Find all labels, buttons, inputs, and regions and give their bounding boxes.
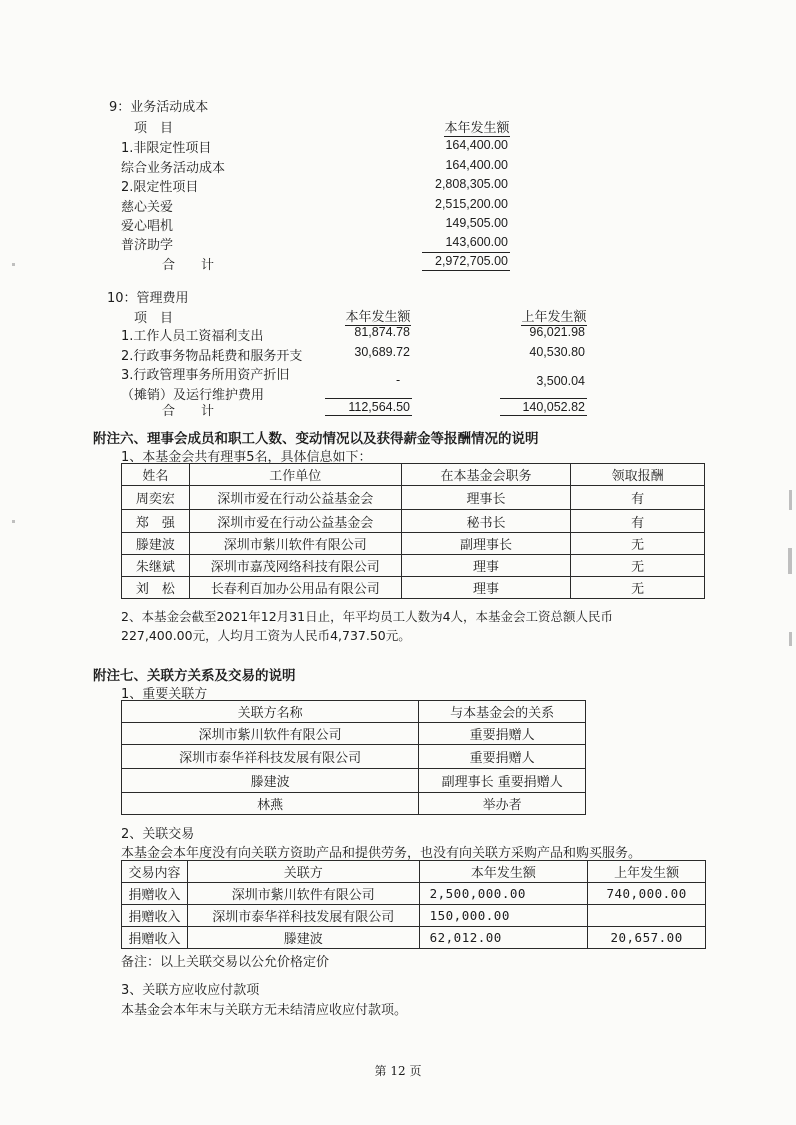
tx-header-cell: 上年发生额 <box>588 861 706 883</box>
sec10-total-rule <box>325 398 412 399</box>
board-cell: 深圳市紫川软件有限公司 <box>189 533 401 555</box>
board-cell: 深圳市嘉茂网络科技有限公司 <box>189 555 401 577</box>
tx-cell: 深圳市泰华祥科技发展有限公司 <box>187 905 419 927</box>
transactions-table <box>121 860 706 949</box>
tx-cell: 740,000.00 <box>588 883 706 905</box>
rp-header-cell: 关联方名称 <box>122 701 419 723</box>
table-row <box>122 723 586 745</box>
table-row <box>122 745 586 769</box>
rp-cell: 滕建波 <box>122 769 419 793</box>
rp-cell: 重要捐赠人 <box>419 723 586 745</box>
related-party-header <box>122 701 586 723</box>
board-cell: 无 <box>571 533 705 555</box>
sec10-total-underline <box>500 415 587 416</box>
board-cell: 滕建波 <box>122 533 190 555</box>
board-cell: 无 <box>571 555 705 577</box>
sec10-total-label: 合 计 <box>162 404 215 419</box>
board-cell: 理事长 <box>401 486 571 510</box>
sec10-row-current: 30,689.72 <box>354 345 410 359</box>
table-row <box>122 555 705 577</box>
sec10-col-item: 项 目 <box>134 311 174 326</box>
table-row <box>122 510 705 533</box>
sec10-row-prior: 40,530.80 <box>529 345 585 359</box>
sec10-title: 10：管理费用 <box>107 291 189 306</box>
rp-cell: 重要捐赠人 <box>419 745 586 769</box>
note7-sub3: 3、关联方应收应付款项 <box>121 983 260 998</box>
board-cell: 郑 强 <box>122 510 190 533</box>
tx-header-cell: 交易内容 <box>122 861 188 883</box>
sec10-row3-line1: 3.行政管理事务所用资产折旧 <box>121 368 290 383</box>
rp-cell: 副理事长 重要捐赠人 <box>419 769 586 793</box>
scan-mark <box>788 548 792 574</box>
note7-remark: 备注：以上关联交易以公允价格定价 <box>121 955 330 970</box>
scan-mark <box>789 490 792 510</box>
scan-mark <box>789 632 792 646</box>
sec9-row-name: 慈心关爱 <box>121 200 174 215</box>
board-header-cell: 工作单位 <box>189 464 401 486</box>
note7-sub2: 2、关联交易 <box>121 827 195 842</box>
scan-mark <box>12 520 15 523</box>
sec9-row-name: 普济助学 <box>121 238 174 253</box>
sec10-row-name: 2.行政事务物品耗费和服务开支 <box>121 349 303 364</box>
board-table-header <box>122 464 705 486</box>
tx-header-cell: 关联方 <box>187 861 419 883</box>
tx-cell: 捐赠收入 <box>122 883 188 905</box>
rp-cell: 举办者 <box>419 793 586 815</box>
board-header-cell: 在本基金会职务 <box>401 464 571 486</box>
sec9-total-rule <box>422 252 510 253</box>
board-cell: 副理事长 <box>401 533 571 555</box>
tx-cell <box>588 905 706 927</box>
tx-cell: 深圳市紫川软件有限公司 <box>187 883 419 905</box>
board-cell: 周奕宏 <box>122 486 190 510</box>
note6-para2-line2: 227,400.00元，人均月工资为人民币4,737.50元。 <box>121 628 411 643</box>
sec10-row3-line2: （摊销）及运行维护费用 <box>121 388 265 403</box>
rp-cell: 深圳市泰华祥科技发展有限公司 <box>122 745 419 769</box>
tx-cell: 捐赠收入 <box>122 905 188 927</box>
sec9-row-value: 2,808,305.00 <box>435 177 508 191</box>
tx-cell: 150,000.00 <box>419 905 588 927</box>
sec10-row-prior: 96,021.98 <box>529 325 585 339</box>
board-cell: 长春利百加办公用品有限公司 <box>189 577 401 599</box>
sec10-col-current: 本年发生额 <box>345 306 411 326</box>
sec10-total-underline <box>325 415 412 416</box>
sec9-row-name: 综合业务活动成本 <box>121 161 226 176</box>
rp-cell: 深圳市紫川软件有限公司 <box>122 723 419 745</box>
board-cell: 有 <box>571 510 705 533</box>
rp-header-cell: 与本基金会的关系 <box>419 701 586 723</box>
board-table <box>121 463 705 599</box>
board-header-cell: 领取报酬 <box>571 464 705 486</box>
sec10-row3-prior: 3,500.04 <box>536 374 585 388</box>
board-cell: 有 <box>571 486 705 510</box>
table-row <box>122 486 705 510</box>
table-row <box>122 533 705 555</box>
tx-cell: 62,012.00 <box>419 927 588 949</box>
table-row <box>122 793 586 815</box>
sec10-total-current: 112,564.50 <box>348 400 410 414</box>
note7-sub1: 1、重要关联方 <box>121 687 208 702</box>
board-cell: 深圳市爱在行动公益基金会 <box>189 510 401 533</box>
table-row <box>122 927 706 949</box>
note7-heading: 附注七、关联方关系及交易的说明 <box>93 668 296 684</box>
sec9-row-value: 164,400.00 <box>445 138 508 152</box>
note6-heading: 附注六、理事会成员和职工人数、变动情况以及获得薪金等报酬情况的说明 <box>93 431 539 447</box>
table-row <box>122 883 706 905</box>
sec10-row-name: 1.工作人员工资福利支出 <box>121 329 264 344</box>
board-cell: 无 <box>571 577 705 599</box>
sec9-row-name: 爱心唱机 <box>121 219 174 234</box>
note7-sub2-text: 本基金会本年度没有向关联方资助产品和提供劳务，也没有向关联方采购产品和购买服务。 <box>121 846 642 861</box>
board-header-cell: 姓名 <box>122 464 190 486</box>
sec9-row-value: 143,600.00 <box>445 235 508 249</box>
sec10-col-prior: 上年发生额 <box>521 306 587 326</box>
tx-cell: 2,500,000.00 <box>419 883 588 905</box>
scan-mark <box>12 263 15 266</box>
sec9-total-value: 2,972,705.00 <box>435 254 508 268</box>
sec10-row3-current: - <box>396 373 401 387</box>
sec9-total-underline <box>422 270 510 271</box>
table-row <box>122 577 705 599</box>
board-cell: 理事 <box>401 577 571 599</box>
rp-cell: 林燕 <box>122 793 419 815</box>
sec9-col-current: 本年发生额 <box>444 117 510 137</box>
note6-para2-line1: 2、本基金会截至2021年12月31日止，年平均员工人数为4人，本基金会工资总额人民币 <box>121 609 614 624</box>
board-cell: 朱继斌 <box>122 555 190 577</box>
tx-cell: 滕建波 <box>187 927 419 949</box>
sec9-total-label: 合 计 <box>162 258 215 273</box>
board-cell: 秘书长 <box>401 510 571 533</box>
tx-header-cell: 本年发生额 <box>419 861 588 883</box>
table-row <box>122 769 586 793</box>
transactions-header <box>122 861 706 883</box>
sec9-row-name: 1.非限定性项目 <box>121 141 212 156</box>
sec9-row-value: 164,400.00 <box>445 158 508 172</box>
tx-cell: 捐赠收入 <box>122 927 188 949</box>
table-row <box>122 905 706 927</box>
note6-intro: 1、本基金会共有理事5名，具体信息如下： <box>121 450 372 465</box>
related-party-table <box>121 700 586 815</box>
board-cell: 深圳市爱在行动公益基金会 <box>189 486 401 510</box>
sec10-total-rule <box>500 398 587 399</box>
note7-sub3-text: 本基金会本年末与关联方无未结清应收应付款项。 <box>121 1003 408 1018</box>
sec9-title: 9：业务活动成本 <box>109 100 209 115</box>
sec10-row-current: 81,874.78 <box>354 325 410 339</box>
sec10-total-prior: 140,052.82 <box>522 400 585 414</box>
tx-cell: 20,657.00 <box>588 927 706 949</box>
sec9-row-value: 2,515,200.00 <box>435 197 508 211</box>
board-cell: 刘 松 <box>122 577 190 599</box>
sec9-row-name: 2.限定性项目 <box>121 180 199 195</box>
page-number: 第 12 页 <box>374 1064 422 1078</box>
board-cell: 理事 <box>401 555 571 577</box>
sec9-col-item: 项 目 <box>134 121 174 136</box>
sec9-row-value: 149,505.00 <box>445 216 508 230</box>
